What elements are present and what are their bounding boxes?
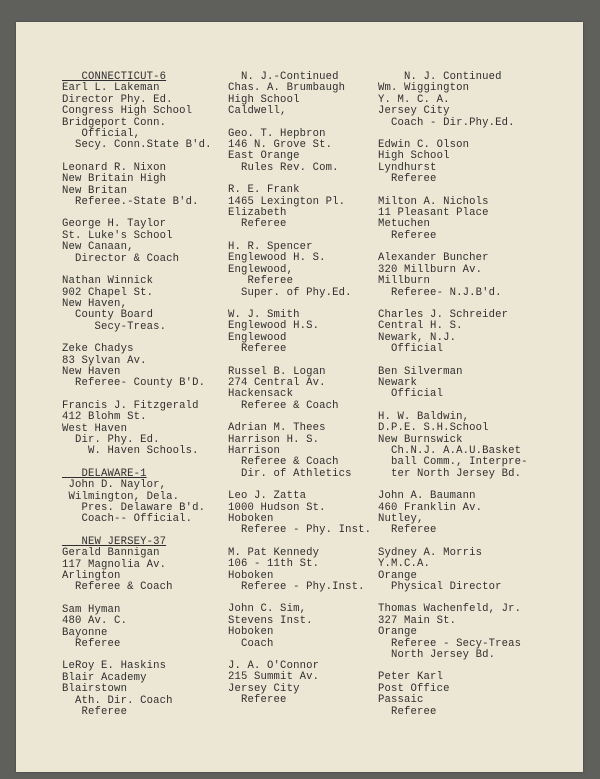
entry-line: Referee — [378, 173, 437, 186]
entry-line: 11 Pleasant Place — [378, 207, 489, 220]
entry-line: Referee - Secy-Treas — [378, 637, 522, 650]
entry-line: Coach-- Official. — [62, 513, 193, 526]
entry-line: Geo. T. Hepbron — [228, 127, 326, 140]
entry — [228, 661, 388, 707]
entry-line: Referee & Coach — [62, 581, 173, 594]
entry-line: Stevens Inst. — [228, 614, 313, 627]
column-3 — [378, 72, 558, 729]
entry-line: 327 Main St. — [378, 614, 457, 627]
entry-line: Ch.N.J. A.A.U.Basket — [378, 444, 522, 457]
entry-line: J. A. O'Connor — [228, 660, 320, 673]
entry — [228, 310, 388, 356]
entry-line: Dir. Phy. Ed. — [62, 433, 160, 446]
entry-line: Edwin C. Olson — [378, 139, 470, 152]
entry-line: Arlington — [62, 570, 121, 583]
entry — [378, 197, 558, 243]
entry-line: Chas. A. Brumbaugh — [228, 82, 346, 95]
entry-line: 1465 Lexington Pl. — [228, 195, 346, 208]
entry — [378, 412, 558, 480]
entry-line: Physical Director — [378, 581, 502, 594]
entry-line: Secy-Treas. — [62, 320, 167, 333]
entry-line: Referee — [228, 343, 287, 356]
entry-line: High School — [228, 93, 300, 106]
entry-line: Leo J. Zatta — [228, 490, 307, 503]
entry-line: 215 Summit Av. — [228, 671, 320, 684]
entry-line: John D. Naylor, — [62, 479, 167, 492]
entry-line: 480 Av. C. — [62, 615, 128, 628]
entry-line: Referee - Phy.Inst. — [228, 581, 365, 594]
entry-line: Wm. Wiggington — [378, 82, 470, 95]
entry-line: Blairstown — [62, 683, 128, 696]
entry-new-jersey-header — [62, 537, 227, 594]
entry-line: Harrison — [228, 444, 281, 457]
entry-line: Englewood H.S. — [228, 320, 320, 333]
entry-line: New Haven, — [62, 297, 128, 310]
entry-line: Referee - Phy. Inst. — [228, 524, 372, 537]
entry-line: Y.M.C.A. — [378, 558, 431, 571]
entry-line: George H. Taylor — [62, 218, 167, 231]
entry-line: Blair Academy — [62, 671, 147, 684]
entry — [228, 548, 388, 594]
entry — [62, 661, 227, 718]
column-heading: N. J.-Continued — [228, 71, 339, 83]
entry-line: Charles J. Schreider — [378, 308, 509, 321]
entry-line: Y. M. C. A. — [378, 93, 450, 106]
entry-line: Hoboken — [228, 569, 274, 582]
entry-line: Francis J. Fitzgerald — [62, 399, 199, 412]
entry — [62, 219, 227, 265]
section-heading-new-jersey: NEW JERSEY-37 — [62, 535, 167, 548]
entry-line: Thomas Wachenfeld, Jr. — [378, 603, 522, 616]
entry — [378, 310, 558, 356]
entry — [378, 253, 558, 299]
entry-line: Harrison H. S. — [228, 433, 320, 446]
entry-line: Referee — [228, 275, 294, 288]
entry-line: M. Pat Kennedy — [228, 546, 320, 559]
entry-line: Passaic — [378, 694, 424, 707]
entry-line: 83 Sylvan Av. — [62, 354, 147, 367]
entry-line: New Britain High — [62, 173, 167, 186]
entry — [228, 367, 388, 413]
entry-line: Referee — [378, 524, 437, 537]
entry-line: Referee & Coach — [228, 399, 339, 412]
entry-line: Earl L. Lakeman — [62, 82, 160, 95]
entry-line: High School — [378, 150, 450, 163]
entry-line: Nutley, — [378, 513, 424, 525]
entry-line: 274 Central Av. — [228, 376, 326, 389]
entry-line: Referee — [62, 706, 128, 719]
entry — [62, 276, 227, 333]
entry — [378, 548, 558, 594]
entry-line: Referee- N.J.B'd. — [378, 286, 502, 299]
entry-line: Hackensack — [228, 388, 294, 401]
entry-line: Dir. of Athletics — [228, 467, 352, 480]
entry-line: Ben Silverman — [378, 365, 463, 378]
entry-line: Ath. Dir. Coach — [62, 694, 173, 707]
entry-line: 1000 Hudson St. — [228, 501, 326, 514]
entry — [62, 605, 227, 651]
entry-line: Referee — [228, 694, 287, 707]
entry-line: 320 Millburn Av. — [378, 263, 483, 276]
entry — [228, 423, 388, 480]
entry-line: R. E. Frank — [228, 184, 300, 197]
entry-line: New Canaan, — [62, 241, 134, 254]
entry — [62, 401, 227, 458]
entry-line: County Board — [62, 309, 154, 322]
entry-line: Referee- County B'D. — [62, 377, 206, 390]
entry — [378, 140, 558, 186]
entry-line: 106 - 11th St. — [228, 558, 320, 571]
entry-line: Bayonne — [62, 626, 108, 639]
entry-line: 460 Franklin Av. — [378, 501, 483, 514]
entry-line: John A. Baumann — [378, 490, 476, 503]
entry — [228, 242, 388, 299]
column-heading: N. J. Continued — [378, 71, 502, 83]
entry-line: Englewood — [228, 331, 287, 344]
entry-line: ter North Jersey Bd. — [378, 467, 522, 480]
entry-delaware-header — [62, 469, 227, 526]
entry-line: Milton A. Nichols — [378, 195, 489, 208]
entry-line: Millburn — [378, 275, 431, 288]
entry-line: LeRoy E. Haskins — [62, 660, 167, 673]
entry-line: Referee & Coach — [228, 456, 339, 469]
entry-line: Official — [378, 388, 444, 401]
entry-line: H. R. Spencer — [228, 240, 313, 253]
entry-line: Post Office — [378, 682, 450, 695]
entry-line: New Burnswick — [378, 433, 463, 446]
entry-line: Newark — [378, 376, 418, 389]
entry-line: Congress High School — [62, 105, 193, 118]
entry-line: Rules Rev. Com. — [228, 161, 339, 174]
entry-line: Hoboken — [228, 626, 274, 639]
entry-line: W. Haven Schools. — [62, 445, 199, 458]
entry-line: Referee — [228, 218, 287, 231]
entry-line: West Haven — [62, 422, 128, 435]
section-heading-connecticut: CONNECTICUT-6 — [62, 71, 167, 83]
entry-line: Wilmington, Dela. — [62, 490, 180, 503]
entry-line: Englewood, — [228, 263, 294, 276]
entry-line: Elizabeth — [228, 207, 287, 220]
entry-line: Referee — [378, 229, 437, 242]
entry-line: 902 Chapel St. — [62, 286, 154, 299]
entry-line: Referee — [378, 705, 437, 718]
entry-line: Caldwell, — [228, 105, 287, 118]
entry-line: Russel B. Logan — [228, 365, 326, 378]
entry-line: North Jersey Bd. — [378, 649, 496, 662]
entry-line: Coach — [228, 637, 274, 650]
entry-line: Orange — [378, 569, 418, 582]
entry-line: Bridgeport Conn. — [62, 116, 167, 129]
entry-line: 146 N. Grove St. — [228, 139, 333, 152]
section-heading-delaware: DELAWARE-1 — [62, 467, 147, 480]
entry-line: Alexander Buncher — [378, 252, 489, 265]
entry-line: D.P.E. S.H.School — [378, 422, 489, 435]
entry-line: Referee.-State B'd. — [62, 196, 199, 209]
entry-line: Director & Coach — [62, 252, 180, 265]
entry-line: New Haven — [62, 365, 121, 378]
entry-line: Director Phy. Ed. — [62, 93, 173, 106]
entry-line: Jersey City — [228, 682, 300, 695]
entry-line: Zeke Chadys — [62, 343, 134, 356]
document-page — [16, 22, 583, 772]
entry-line: Orange — [378, 626, 418, 639]
entry-line: Englewood H. S. — [228, 252, 326, 265]
entry-line: Coach - Dir.Phy.Ed. — [378, 116, 515, 129]
column-2 — [228, 72, 388, 718]
entry — [378, 604, 558, 661]
entry-line: New Britan — [62, 184, 128, 197]
entry-line: Peter Karl — [378, 671, 444, 684]
entry — [378, 367, 558, 401]
entry-line: Referee — [62, 638, 121, 651]
entry-line: Pres. Delaware B'd. — [62, 502, 206, 514]
entry-line: Official, — [62, 128, 141, 141]
entry-line: Metuchen — [378, 218, 431, 231]
entry-line: Secy. Conn.State B'd. — [62, 139, 212, 152]
entry-line: Sam Hyman — [62, 603, 121, 616]
entry — [228, 129, 388, 175]
entry-line: John C. Sim, — [228, 603, 307, 616]
entry-line: ball Comm., Interpre- — [378, 456, 528, 469]
entry-line: Hoboken — [228, 513, 274, 525]
entry-line: St. Luke's School — [62, 229, 173, 242]
entry-line: Lyndhurst — [378, 161, 437, 174]
entry-line: Central H. S. — [378, 320, 463, 333]
entry-line: W. J. Smith — [228, 308, 300, 321]
entry-line: 117 Magnolia Av. — [62, 558, 167, 571]
entry-line: Sydney A. Morris — [378, 546, 483, 559]
entry — [228, 491, 388, 537]
entry-line: Nathan Winnick — [62, 275, 154, 288]
entry — [62, 344, 227, 390]
entry-line: Jersey City — [378, 105, 450, 118]
entry-connecticut-header — [62, 72, 227, 152]
entry — [378, 72, 558, 129]
entry-line: H. W. Baldwin, — [378, 410, 470, 423]
entry — [228, 72, 388, 118]
entry-line: Official — [378, 343, 444, 356]
entry — [228, 604, 388, 650]
entry — [62, 163, 227, 209]
entry-line: Super. of Phy.Ed. — [228, 286, 352, 299]
entry-line: Leonard R. Nixon — [62, 161, 167, 174]
entry — [378, 491, 558, 537]
entry-line: Adrian M. Thees — [228, 422, 326, 435]
entry-line: Newark, N.J. — [378, 331, 457, 344]
entry — [228, 185, 388, 231]
entry-line: East Orange — [228, 150, 300, 163]
entry-line: 412 Blohm St. — [62, 411, 147, 424]
column-1 — [62, 72, 227, 730]
entry — [378, 672, 558, 718]
entry-line: Gerald Bannigan — [62, 547, 160, 560]
